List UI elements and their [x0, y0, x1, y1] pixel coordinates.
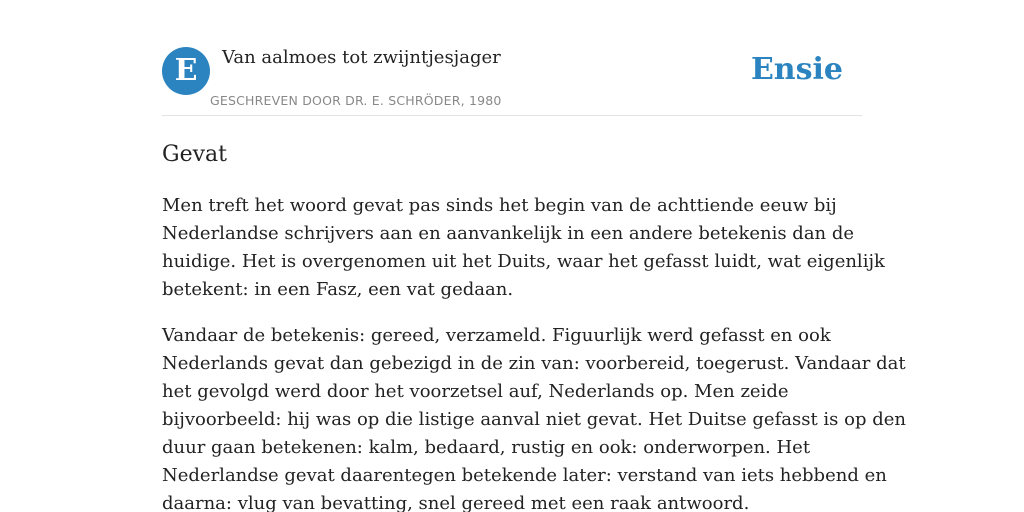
paragraph — [162, 192, 885, 304]
entry-body — [162, 192, 906, 512]
paragraph-line: Nederlandse schrijvers aan en aanvankelijk in een andere betekenis dan de — [162, 223, 855, 244]
paragraph-line: huidige. Het is overgenomen uit het Duits, waar het gefasst luidt, wat eigenlijk — [162, 251, 885, 272]
paragraph-line: Vandaar de betekenis: gereed, verzameld. Figuurlijk werd gefasst en ook — [162, 325, 831, 346]
paragraph — [162, 322, 906, 512]
paragraph-line: duur gaan betekenen: kalm, bedaard, rustig en ook: onderworpen. Het — [162, 437, 811, 458]
paragraph-line: betekent: in een Fasz, een vat gedaan. — [162, 279, 514, 300]
author-byline: GESCHREVEN DOOR DR. E. SCHRÖDER, 1980 — [210, 93, 502, 108]
paragraph-line: Nederlands gevat dan gebezigd in de zin van: voorbereid, toegerust. Vandaar dat — [162, 353, 906, 374]
paragraph-line: bijvoorbeeld: hij was op die listige aanval niet gevat. Het Duitse gefasst is op den — [162, 409, 906, 430]
header — [162, 46, 862, 116]
paragraph-line: daarna: vlug van bevatting, snel gereed met een raak antwoord. — [162, 493, 750, 512]
book-title-link[interactable]: Van aalmoes tot zwijntjesjager — [222, 47, 501, 68]
ensie-logo-icon[interactable]: E — [162, 47, 210, 95]
paragraph-line: het gevolgd werd door het voorzetsel auf, Nederlands op. Men zeide — [162, 381, 789, 402]
entry-title: Gevat — [162, 142, 227, 167]
brand-logo-link[interactable]: Ensie — [750, 52, 843, 87]
paragraph-line: Nederlandse gevat daarentegen betekende later: verstand van iets hebbend en — [162, 465, 887, 486]
paragraph-line: Men treft het woord gevat pas sinds het begin van de achttiende eeuw bij — [162, 195, 837, 216]
